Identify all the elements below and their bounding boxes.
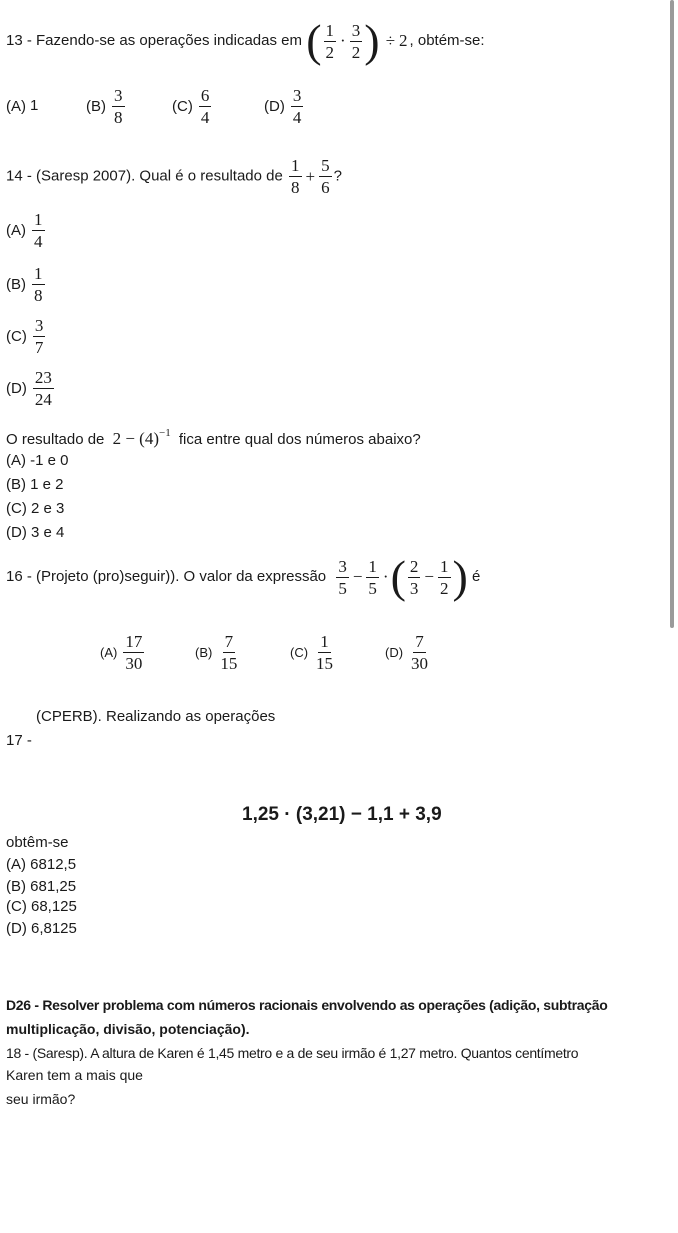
q14-fraction-2: $\frac{5}{6}$ <box>321 156 330 197</box>
q15-option-d: (D) 3 e 4 <box>6 524 65 541</box>
q13-option-c: (C) $\frac{6}{4}$ <box>172 86 210 127</box>
q17-option-c: (C) 68,125 <box>6 898 77 915</box>
question-15: O resultado de $2 - (4)^{-1}$ fica entre qual dos números abaixo? <box>6 427 421 448</box>
q15-option-c: (C) 2 e 3 <box>6 500 65 517</box>
question-16: 16 - (Projeto (pro)seguir)). O valor da expressão $\frac{3}{5}$ − $\frac{1}{5}$ ·( $\frac{2}{3}$ − $\frac{1}{2}$ ) é <box>6 551 481 602</box>
close-paren: ) <box>364 15 380 66</box>
q16-option-c: (C) $\frac{1}{15}$ <box>290 632 334 673</box>
q15-option-b: (B) 1 e 2 <box>6 476 64 493</box>
open-paren: ( <box>390 551 406 602</box>
d26-heading-line-1: D26 - Resolver problema com números racionais envolvendo as operações (adição, subtração <box>6 997 608 1013</box>
close-paren: ) <box>452 551 468 602</box>
q18-line-2: Karen tem a mais que <box>6 1067 143 1083</box>
q14-option-b: (B) $\frac{1}{8}$ <box>6 264 43 305</box>
q13-fraction-1: $\frac{1}{2}$ <box>325 20 335 62</box>
q18-line-3: seu irmão? <box>6 1091 76 1107</box>
q13-options <box>6 86 305 127</box>
q17-source: (CPERB). Realizando as operações <box>36 708 276 725</box>
q17-option-d: (D) 6,8125 <box>6 920 77 937</box>
q15-expression: $2 - (4)^{-1}$ <box>112 427 171 448</box>
q16-option-d: (D) $\frac{7}{30}$ <box>385 632 429 673</box>
q16-option-a: (A) $\frac{17}{30}$ <box>100 632 143 673</box>
q13-option-d: (D) $\frac{3}{4}$ <box>264 86 302 127</box>
q14-option-c: (C) $\frac{3}{7}$ <box>6 316 44 357</box>
d26-heading-line-2: multiplicação, divisão, potenciação). <box>6 1021 250 1037</box>
q13-fraction-2: $\frac{3}{2}$ <box>351 20 361 62</box>
question-14: 14 - (Saresp 2007). Qual é o resultado de $\frac{1}{8}$ + $\frac{5}{6}$ ? <box>6 156 342 197</box>
q17-obtain: obtêm-se <box>6 834 69 851</box>
q15-option-a: (A) -1 e 0 <box>6 452 69 469</box>
q17-expression: 1,25 · (3,21) − 1,1 + 3,9 <box>242 804 442 825</box>
scrollbar-thumb[interactable] <box>670 0 674 628</box>
open-paren: ( <box>306 15 322 66</box>
q13-prefix: 13 - Fazendo-se as operações indicadas em <box>6 32 303 49</box>
q14-option-d: (D) $\frac{23}{24}$ <box>6 368 52 409</box>
q13-option-b: (B) $\frac{3}{8}$ <box>86 86 123 127</box>
q14-option-a: (A) $\frac{1}{4}$ <box>6 210 43 251</box>
q17-option-a: (A) 6812,5 <box>6 856 77 873</box>
question-13: 13 - Fazendo-se as operações indicadas em ( $\frac{1}{2}$ · $\frac{3}{2}$ ) ÷ 2 , obtém-se: <box>6 15 485 66</box>
q14-fraction-1: $\frac{1}{8}$ <box>291 156 300 197</box>
q13-option-a: (A) 1 <box>6 97 39 115</box>
q16-option-b: (B) $\frac{7}{15}$ <box>195 632 238 673</box>
q16-options <box>100 632 432 673</box>
q14-prefix: 14 - (Saresp 2007). Qual é o resultado de <box>6 167 283 185</box>
q18-line-1: 18 - (Saresp). A altura de Karen é 1,45 metro e a de seu irmão é 1,27 metro. Quantos centímetro <box>6 1045 579 1061</box>
q13-suffix: , obtém-se: <box>409 32 485 49</box>
q17-option-b: (B) 681,25 <box>6 878 77 895</box>
q17-number: 17 - <box>6 732 32 749</box>
